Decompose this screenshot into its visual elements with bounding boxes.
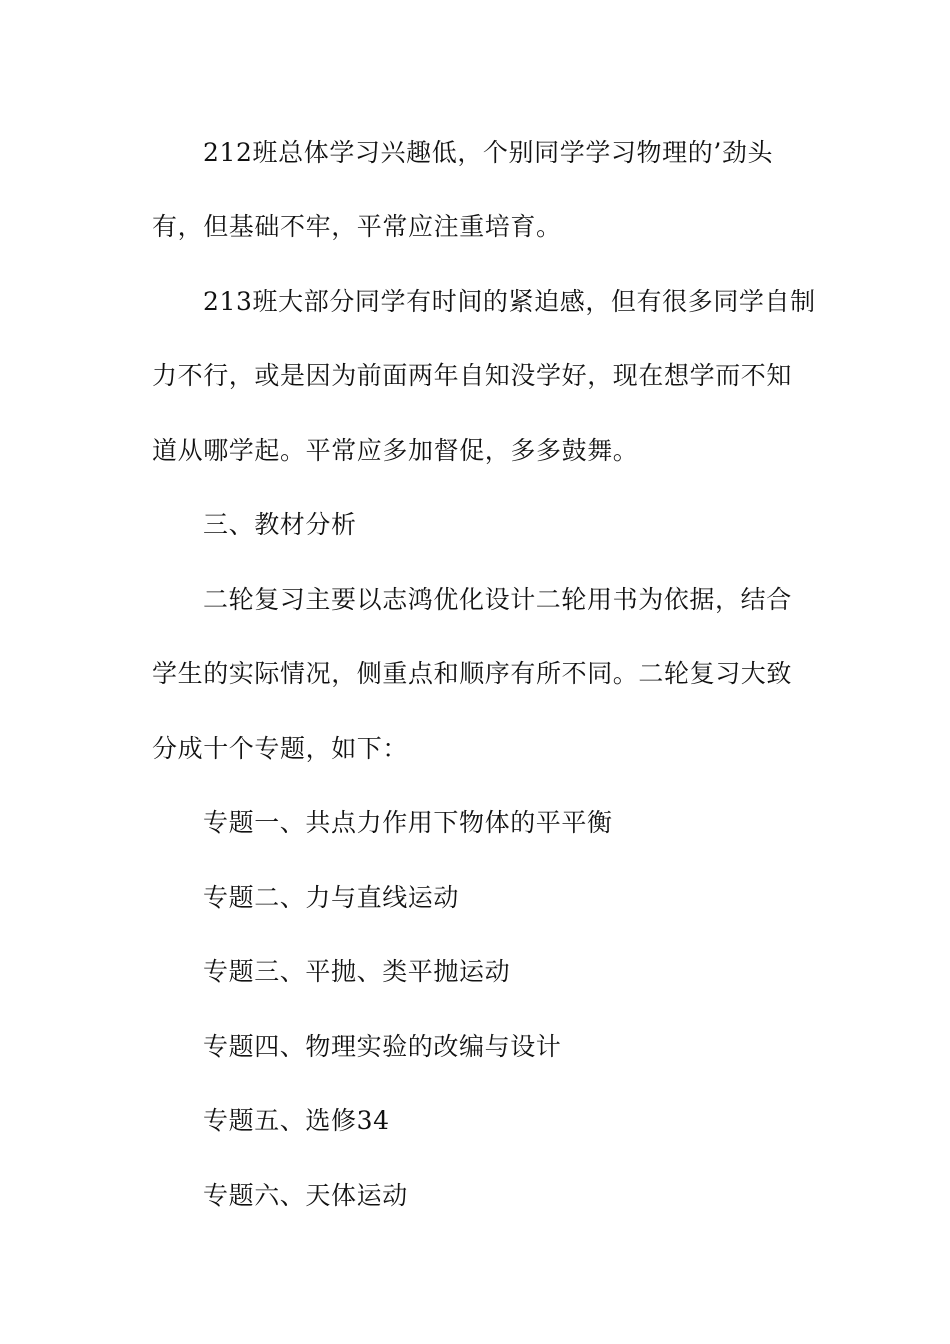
- paragraph-line: 道从哪学起。平常应多加督促，多多鼓舞。: [152, 436, 639, 465]
- paragraph-line: 学生的实际情况，侧重点和顺序有所不同。二轮复习大致: [152, 659, 793, 688]
- topic-item: 专题三、平抛、类平抛运动: [203, 957, 511, 986]
- topic-item: 专题六、天体运动: [203, 1181, 408, 1210]
- topic-item: 专题四、物理实验的改编与设计: [203, 1032, 562, 1061]
- topic-item: 专题二、力与直线运动: [203, 883, 460, 912]
- paragraph-line: 212班总体学习兴趣低，个别同学学习物理的’劲头: [203, 138, 774, 167]
- paragraph-line: 二轮复习主要以志鸿优化设计二轮用书为依据，结合: [203, 585, 792, 614]
- section-heading: 三、教材分析: [203, 510, 357, 539]
- topic-item: 专题五、选修34: [203, 1106, 390, 1135]
- paragraph-line: 力不行，或是因为前面两年自知没学好，现在想学而不知: [152, 361, 793, 390]
- paragraph-line: 有，但基础不牢，平常应注重培育。: [152, 212, 562, 241]
- paragraph-line: 分成十个专题，如下：: [152, 734, 409, 763]
- paragraph-line: 213班大部分同学有时间的紧迫感，但有很多同学自制: [203, 287, 816, 316]
- topic-item: 专题一、共点力作用下物体的平平衡: [203, 808, 613, 837]
